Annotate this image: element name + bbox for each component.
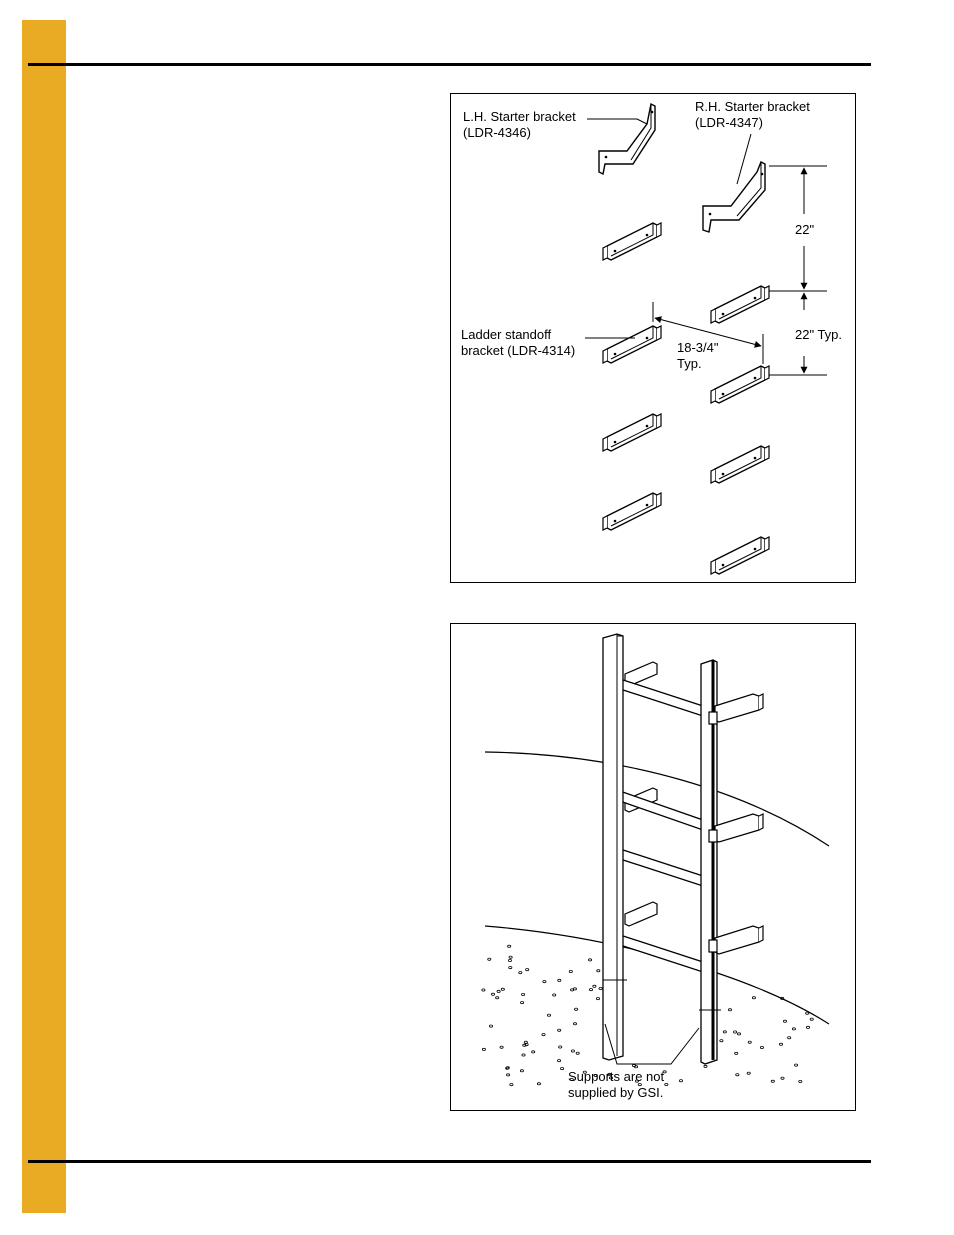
roof-dot — [524, 1041, 527, 1043]
roof-dot — [779, 1043, 782, 1045]
roof-dot — [679, 1080, 682, 1082]
roof-dot — [543, 981, 546, 983]
roof-dot — [596, 998, 599, 1000]
rh-bracket-name: R.H. Starter bracket — [695, 99, 810, 114]
supports-note-line1: Supports are not — [568, 1069, 665, 1084]
roof-dot — [728, 1009, 731, 1011]
horizontal-dimension-typ: Typ. — [677, 356, 702, 371]
right-standoff-3 — [711, 446, 769, 483]
lh-bracket-name: L.H. Starter bracket — [463, 109, 576, 124]
roof-dot — [547, 1014, 550, 1016]
roof-dot — [720, 1040, 723, 1042]
lh-starter-bracket — [599, 104, 655, 174]
roof-dot — [795, 1064, 798, 1066]
roof-dot — [569, 970, 572, 972]
roof-dot — [553, 994, 556, 996]
roof-dot — [508, 959, 511, 961]
horizontal-dimension: 18-3/4" — [677, 340, 719, 355]
standoff-name: Ladder standoff — [461, 327, 552, 342]
roof-dot — [561, 1068, 564, 1070]
ladder-installation-drawing — [451, 624, 857, 1112]
roof-dot — [509, 967, 512, 969]
roof-dot — [496, 997, 499, 999]
roof-dot — [571, 1050, 574, 1052]
roof-dot — [507, 1074, 510, 1076]
roof-dot — [781, 1077, 784, 1079]
left-standoff-2 — [603, 326, 661, 363]
roof-dot — [489, 1025, 492, 1027]
roof-dot — [532, 1051, 535, 1053]
roof-dot — [599, 987, 602, 989]
roof-dot — [482, 989, 485, 991]
roof-dot — [788, 1037, 791, 1039]
rh-starter-bracket — [703, 162, 765, 232]
roof-dot — [497, 990, 500, 992]
roof-dot — [771, 1080, 774, 1082]
roof-dot — [500, 1046, 503, 1048]
roof-dot — [748, 1041, 751, 1043]
roof-dot — [558, 979, 561, 981]
roof-dot — [510, 1084, 513, 1086]
header-rule — [28, 63, 871, 66]
left-standoff-1 — [603, 223, 661, 260]
roof-dot — [806, 1026, 809, 1028]
roof-dot — [723, 1031, 726, 1033]
roof-dot — [747, 1072, 750, 1074]
ladder-left-rail — [603, 634, 627, 1060]
roof-dot — [799, 1080, 802, 1082]
roof-dot — [735, 1052, 738, 1054]
roof-dot — [597, 970, 600, 972]
roof-dot — [508, 945, 511, 947]
standoff-part: bracket (LDR-4314) — [461, 343, 576, 358]
roof-dot — [810, 1018, 813, 1020]
roof-dot — [573, 1023, 576, 1025]
roof-dot — [542, 1034, 545, 1036]
roof-dot — [736, 1074, 739, 1076]
left-standoff-3 — [603, 414, 661, 451]
rh-bracket-part: (LDR-4347) — [695, 115, 763, 130]
roof-dot — [576, 1052, 579, 1054]
roof-dot — [522, 993, 525, 995]
roof-dot — [589, 989, 592, 991]
roof-dot — [526, 969, 529, 971]
roof-dot — [589, 959, 592, 961]
roof-dot — [665, 1083, 668, 1085]
roof-dot — [783, 1020, 786, 1022]
roof-dot — [734, 1031, 737, 1033]
roof-dot — [558, 1029, 561, 1031]
roof-dot — [537, 1083, 540, 1085]
ladder-installation-figure — [450, 623, 856, 1111]
roof-dot — [558, 1060, 561, 1062]
vertical-dimension-2: 22" Typ. — [795, 327, 843, 342]
bin-roof-dots — [482, 945, 814, 1086]
lh-bracket-part: (LDR-4346) — [463, 125, 531, 140]
roof-dot — [806, 1012, 809, 1014]
bracket-layout-figure — [450, 93, 856, 583]
roof-dot — [559, 1046, 562, 1048]
vertical-dimension-1: 22" — [795, 222, 815, 237]
roof-dot — [509, 956, 512, 958]
footer-rule — [28, 1160, 871, 1163]
roof-dot — [522, 1054, 525, 1056]
roof-dot — [520, 1070, 523, 1072]
right-standoff-1 — [711, 286, 769, 323]
left-standoff-4 — [603, 493, 661, 530]
right-standoff-4 — [711, 537, 769, 574]
roof-dot — [792, 1028, 795, 1030]
supports-note-line2: supplied by GSI. — [568, 1085, 664, 1100]
side-tab — [22, 20, 66, 1213]
roof-dot — [704, 1065, 707, 1067]
roof-dot — [760, 1046, 763, 1048]
roof-dot — [593, 985, 596, 987]
roof-dot — [752, 997, 755, 999]
right-standoff-2 — [711, 366, 769, 403]
roof-dot — [488, 958, 491, 960]
roof-dot — [575, 1008, 578, 1010]
roof-dot — [737, 1033, 740, 1035]
roof-dot — [482, 1048, 485, 1050]
roof-dot — [491, 993, 494, 995]
ladder-rungs — [617, 678, 703, 972]
roof-dot — [521, 1002, 524, 1004]
roof-dot — [573, 988, 576, 990]
roof-dot — [501, 988, 504, 990]
roof-dot — [519, 972, 522, 974]
